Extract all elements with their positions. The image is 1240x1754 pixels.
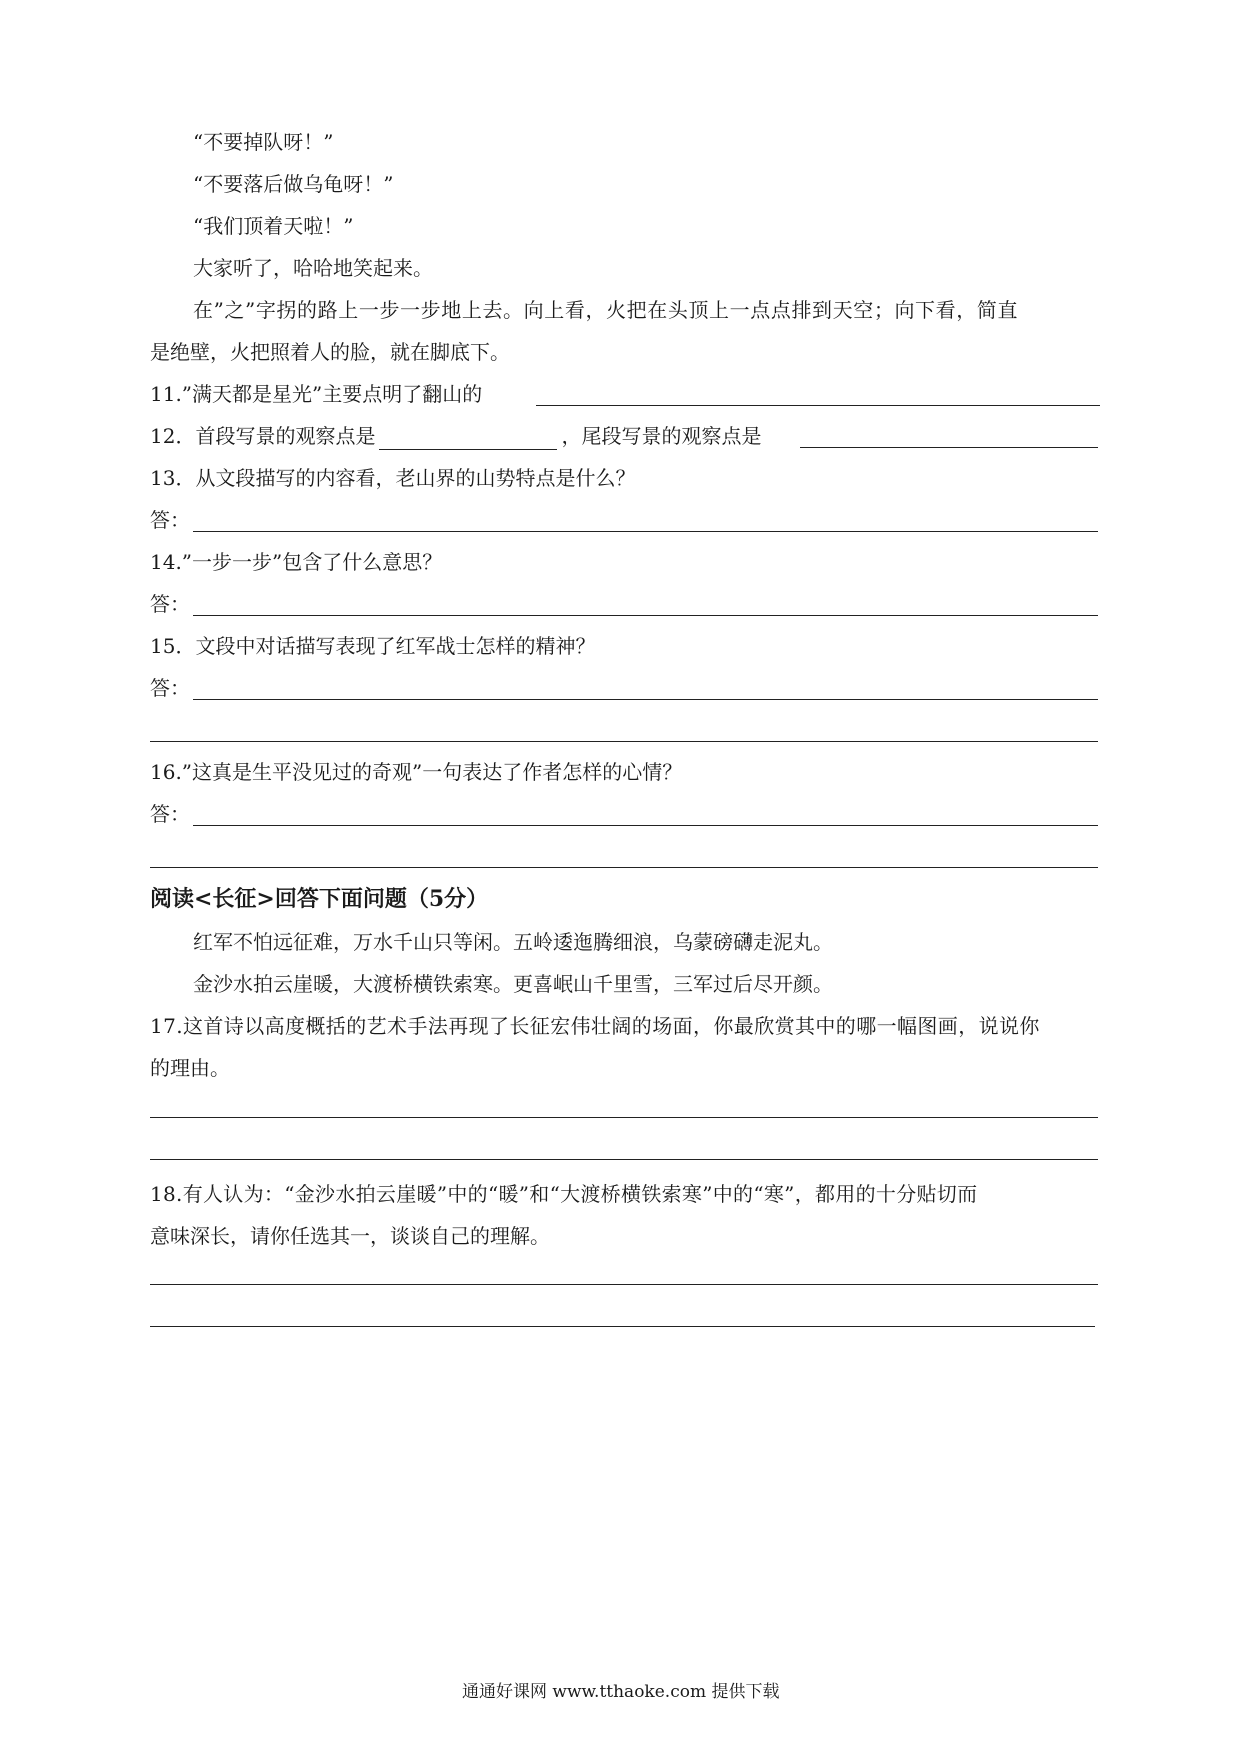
- question-12-text-a: 12．首段写景的观察点是: [150, 424, 376, 448]
- answer-blank-12b[interactable]: [800, 447, 1098, 448]
- answer-line-15a[interactable]: [193, 699, 1098, 700]
- question-17-line-1: 17.这首诗以高度概括的艺术手法再现了长征宏伟壮阔的场面，你最欣赏其中的哪一幅图画，说说你: [150, 1014, 1040, 1038]
- question-17-line-2: 的理由。: [150, 1056, 230, 1080]
- answer-line-17b[interactable]: [150, 1159, 1098, 1160]
- passage-line-6: 是绝壁，火把照着人的脸，就在脚底下。: [150, 340, 510, 364]
- question-16: 16.”这真是生平没见过的奇观”一句表达了作者怎样的心情？: [150, 760, 683, 784]
- answer-label-16: 答：: [150, 802, 190, 826]
- poem-line-1: 红军不怕远征难，万水千山只等闲。五岭逶迤腾细浪，乌蒙磅礴走泥丸。: [193, 930, 833, 954]
- page-footer: 通通好课网 www.tthaoke.com 提供下载: [462, 1682, 780, 1702]
- answer-line-11[interactable]: [536, 405, 1100, 406]
- section-heading: 阅读<长征>回答下面问题（5分）: [150, 886, 489, 912]
- answer-line-16a[interactable]: [193, 825, 1098, 826]
- question-11-text: 11.”满天都是星光”主要点明了翻山的: [150, 382, 483, 406]
- passage-line-2: “不要落后做乌龟呀！”: [193, 172, 394, 196]
- question-12: [150, 422, 761, 450]
- answer-line-15b[interactable]: [150, 741, 1098, 742]
- answer-blank-12a[interactable]: [379, 427, 557, 450]
- answer-line-13[interactable]: [193, 531, 1098, 532]
- passage-line-3: “我们顶着天啦！”: [193, 214, 354, 238]
- question-18-line-1: 18.有人认为：“金沙水拍云崖暖”中的“暖”和“大渡桥横铁索寒”中的“寒”，都用的十分贴切而: [150, 1182, 978, 1206]
- answer-label-14: 答：: [150, 592, 190, 616]
- question-11: [150, 380, 482, 408]
- answer-line-16b[interactable]: [150, 867, 1098, 868]
- answer-line-17a[interactable]: [150, 1117, 1098, 1118]
- answer-label-15: 答：: [150, 676, 190, 700]
- question-12-text-b: ，尾段写景的观察点是: [561, 424, 762, 448]
- passage-line-1: “不要掉队呀！”: [193, 130, 334, 154]
- question-14: 14.”一步一步”包含了什么意思？: [150, 550, 443, 574]
- answer-line-14[interactable]: [193, 615, 1098, 616]
- answer-line-18b[interactable]: [150, 1326, 1095, 1327]
- answer-label-13: 答：: [150, 508, 190, 532]
- question-18-line-2: 意味深长，请你任选其一，谈谈自己的理解。: [150, 1224, 550, 1248]
- passage-line-4: 大家听了，哈哈地笑起来。: [193, 256, 433, 280]
- passage-line-5: 在”之”字拐的路上一步一步地上去。向上看，火把在头顶上一点点排到天空；向下看，简直: [193, 298, 1019, 322]
- answer-line-18a[interactable]: [150, 1284, 1098, 1285]
- question-13: 13．从文段描写的内容看，老山界的山势特点是什么？: [150, 466, 636, 490]
- question-15: 15．文段中对话描写表现了红军战士怎样的精神？: [150, 634, 596, 658]
- poem-line-2: 金沙水拍云崖暖，大渡桥横铁索寒。更喜岷山千里雪，三军过后尽开颜。: [193, 972, 833, 996]
